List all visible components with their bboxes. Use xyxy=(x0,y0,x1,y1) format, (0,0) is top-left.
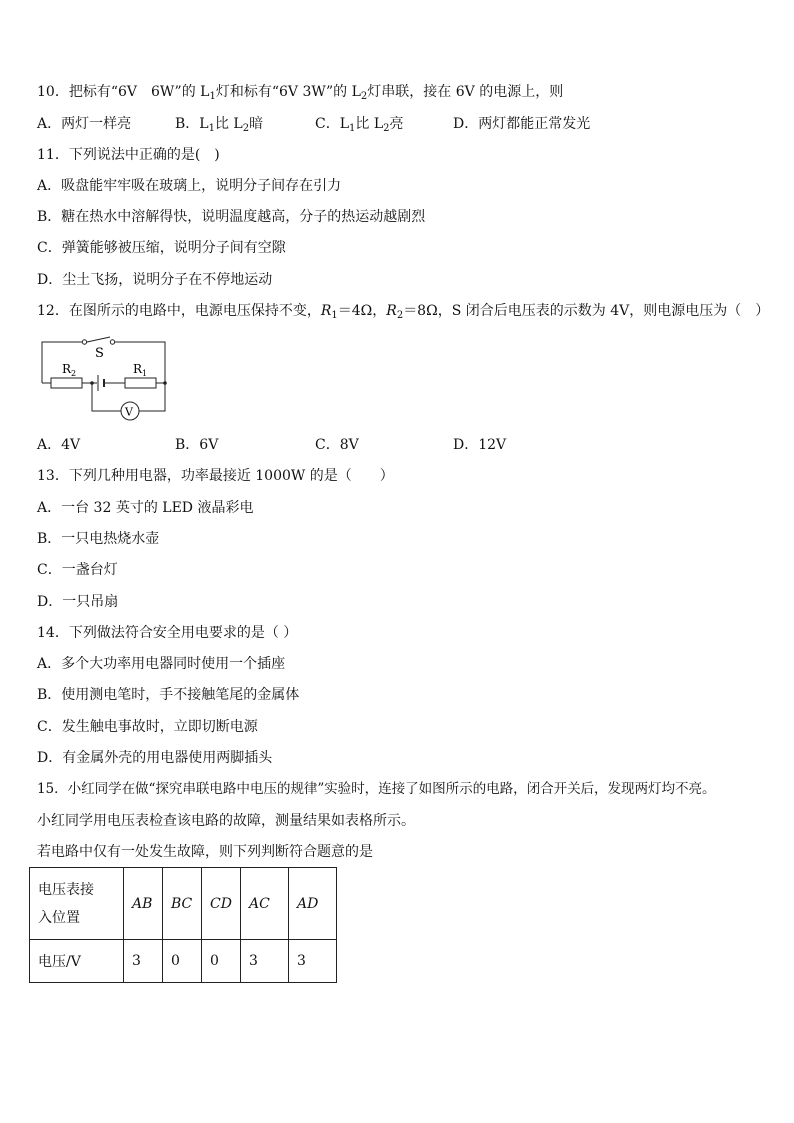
voltmeter-label: V xyxy=(125,405,133,419)
q14-option-c: C．发生触电事故时，立即切断电源 xyxy=(37,719,258,735)
q10-option-c: C．$L_1$比 $L_2$亮 xyxy=(315,116,404,134)
resistor-r1-label: $R_1$ xyxy=(133,362,148,378)
q12-option-d: D．12V xyxy=(453,437,507,453)
q11-option-c: C．弹簧能够被压缩，说明分子间有空隙 xyxy=(37,240,286,256)
q11-option-b: B．糖在热水中溶解得快，说明温度越高，分子的热运动越剧烈 xyxy=(37,209,426,225)
table-cell: 0 xyxy=(202,940,241,983)
q14-option-d: D．有金属外壳的用电器使用两脚插头 xyxy=(37,750,273,766)
q14-option-a: A．多个大功率用电器同时使用一个插座 xyxy=(37,656,286,672)
table-header-row xyxy=(30,868,337,940)
q13-option-c: C．一盏台灯 xyxy=(37,562,118,578)
table-row xyxy=(30,940,337,983)
q12-stem: 12．在图所示的电路中，电源电压保持不变，$R_1=4\Omega$，$R_2=8\Omega$，S 闭合后电压表的示数为 4V，则电源电压为（ ） xyxy=(37,303,770,321)
q14-stem: 14．下列做法符合安全用电要求的是（ ） xyxy=(37,625,298,641)
q15-stem-line1: 15．小红同学在做“探究串联电路中电压的规律”实验时，连接了如图所示的电路，闭合开关后，发现两灯均不亮。 xyxy=(37,781,716,797)
table-header-cell: BC xyxy=(163,868,202,940)
q13-stem: 13．下列几种用电器，功率最接近 1000W 的是（ ） xyxy=(37,468,394,484)
q10-option-d: D．两灯都能正常发光 xyxy=(453,116,591,132)
q10-option-b: B．$L_1$比 $L_2$暗 xyxy=(175,116,264,134)
q10-option-a: A．两灯一样亮 xyxy=(37,116,132,132)
table-header-cell: AD xyxy=(289,868,337,940)
table-header-label: 电压表接 入位置 xyxy=(30,868,124,940)
q12-option-b: B．6V xyxy=(175,437,219,453)
q11-stem: 11．下列说法中正确的是( ) xyxy=(37,147,220,163)
circuit-diagram xyxy=(37,335,177,427)
table-header-cell: CD xyxy=(202,868,241,940)
q13-option-a: A．一台 32 英寸的 LED 液晶彩电 xyxy=(37,500,254,516)
table-cell: 3 xyxy=(241,940,289,983)
q12-option-c: C．8V xyxy=(315,437,359,453)
table-cell: 3 xyxy=(124,940,163,983)
table-row-label: 电压/V xyxy=(30,940,124,983)
q12-option-a: A．4V xyxy=(37,437,81,453)
q13-option-d: D．一只吊扇 xyxy=(37,594,119,610)
table-header-cell: AC xyxy=(241,868,289,940)
q14-option-b: B．使用测电笔时，手不接触笔尾的金属体 xyxy=(37,687,300,703)
switch-label: S xyxy=(95,346,104,361)
q13-option-b: B．一只电热烧水壶 xyxy=(37,531,160,547)
voltage-table xyxy=(29,867,337,983)
q11-option-a: A．吸盘能牢牢吸在玻璃上，说明分子间存在引力 xyxy=(37,178,342,194)
q15-stem-line2: 小红同学用电压表检查该电路的故障，测量结果如表格所示。 xyxy=(37,813,415,829)
q15-stem-line3: 若电路中仅有一处发生故障，则下列判断符合题意的是 xyxy=(37,844,373,860)
table-cell: 3 xyxy=(289,940,337,983)
q10-stem: 10．把标有“6V 6W”的 $L_1$灯和标有“6V 3W”的 $L_2$灯串联，接在 6V 的电源上，则 xyxy=(37,84,564,102)
table-cell: 0 xyxy=(163,940,202,983)
table-header-cell: AB xyxy=(124,868,163,940)
resistor-r2-label: $R_2$ xyxy=(62,362,77,378)
q11-option-d: D．尘土飞扬，说明分子在不停地运动 xyxy=(37,272,273,288)
